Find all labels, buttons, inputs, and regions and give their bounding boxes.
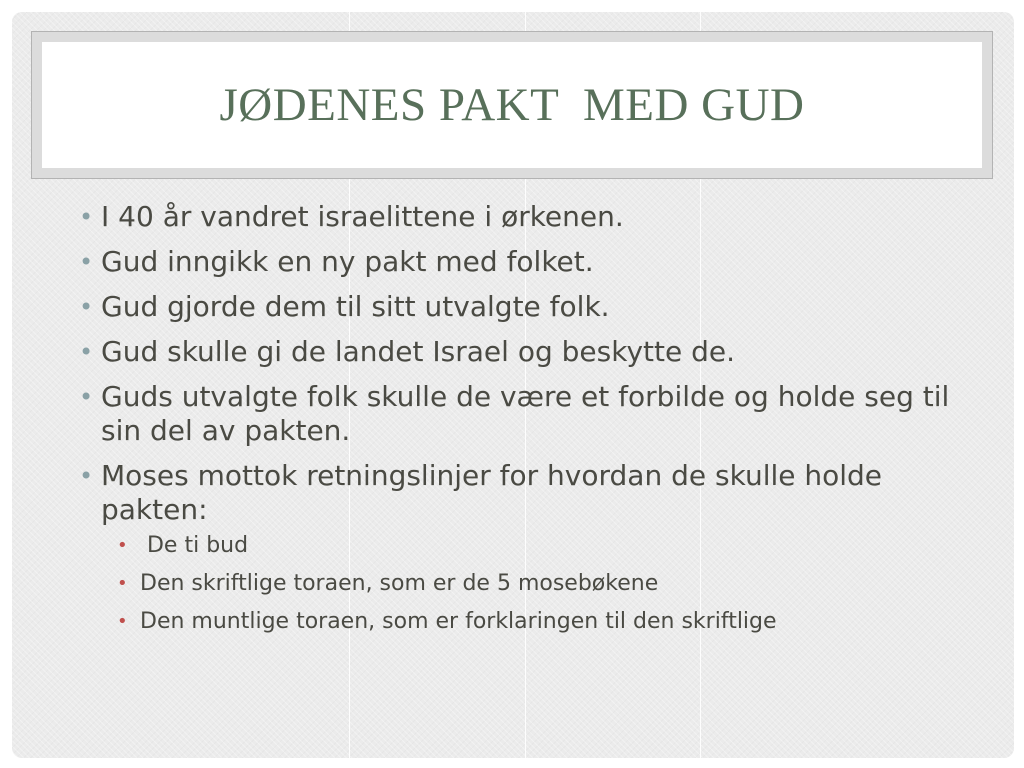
bullet-text: Guds utvalgte folk skulle de være et forbilde og holde seg til sin del av pakten. xyxy=(101,380,950,447)
slide-title: JØDENES PAKT MED GUD xyxy=(219,79,805,131)
bullet-text: Gud gjorde dem til sitt utvalgte folk. xyxy=(101,290,610,323)
bullet-icon: • xyxy=(79,293,94,321)
slide-content xyxy=(74,200,954,648)
bullet-item xyxy=(74,380,954,448)
bullet-item xyxy=(74,335,954,369)
title-frame xyxy=(31,31,993,179)
sub-bullet-list xyxy=(101,531,954,637)
sub-bullet-text: Den skriftlige toraen, som er de 5 mosebøkene xyxy=(140,571,659,596)
bullet-text: Moses mottok retningslinjer for hvordan de skulle holde pakten: xyxy=(101,459,883,526)
bullet-item xyxy=(74,459,954,637)
slide xyxy=(12,12,1014,758)
bullet-text: Gud inngikk en ny pakt med folket. xyxy=(101,245,594,278)
bullet-list xyxy=(74,200,954,637)
sub-bullet-item xyxy=(108,569,954,599)
bullet-text: Gud skulle gi de landet Israel og beskytte de. xyxy=(101,335,735,368)
sub-bullet-item xyxy=(108,531,954,561)
sub-bullet-icon: • xyxy=(117,535,128,556)
sub-bullet-item xyxy=(108,607,954,637)
bullet-icon: • xyxy=(79,383,94,411)
bullet-item xyxy=(74,290,954,324)
bullet-item xyxy=(74,245,954,279)
bullet-text: I 40 år vandret israelittene i ørkenen. xyxy=(101,200,624,233)
title-box xyxy=(42,42,982,168)
bullet-icon: • xyxy=(79,338,94,366)
sub-bullet-text: Den muntlige toraen, som er forklaringen til den skriftlige xyxy=(140,609,777,634)
bullet-item xyxy=(74,200,954,234)
sub-bullet-text: De ti bud xyxy=(140,533,249,558)
bullet-icon: • xyxy=(79,462,94,490)
bullet-icon: • xyxy=(79,248,94,276)
bullet-icon: • xyxy=(79,203,94,231)
sub-bullet-icon: • xyxy=(117,611,128,632)
sub-bullet-icon: • xyxy=(117,573,128,594)
